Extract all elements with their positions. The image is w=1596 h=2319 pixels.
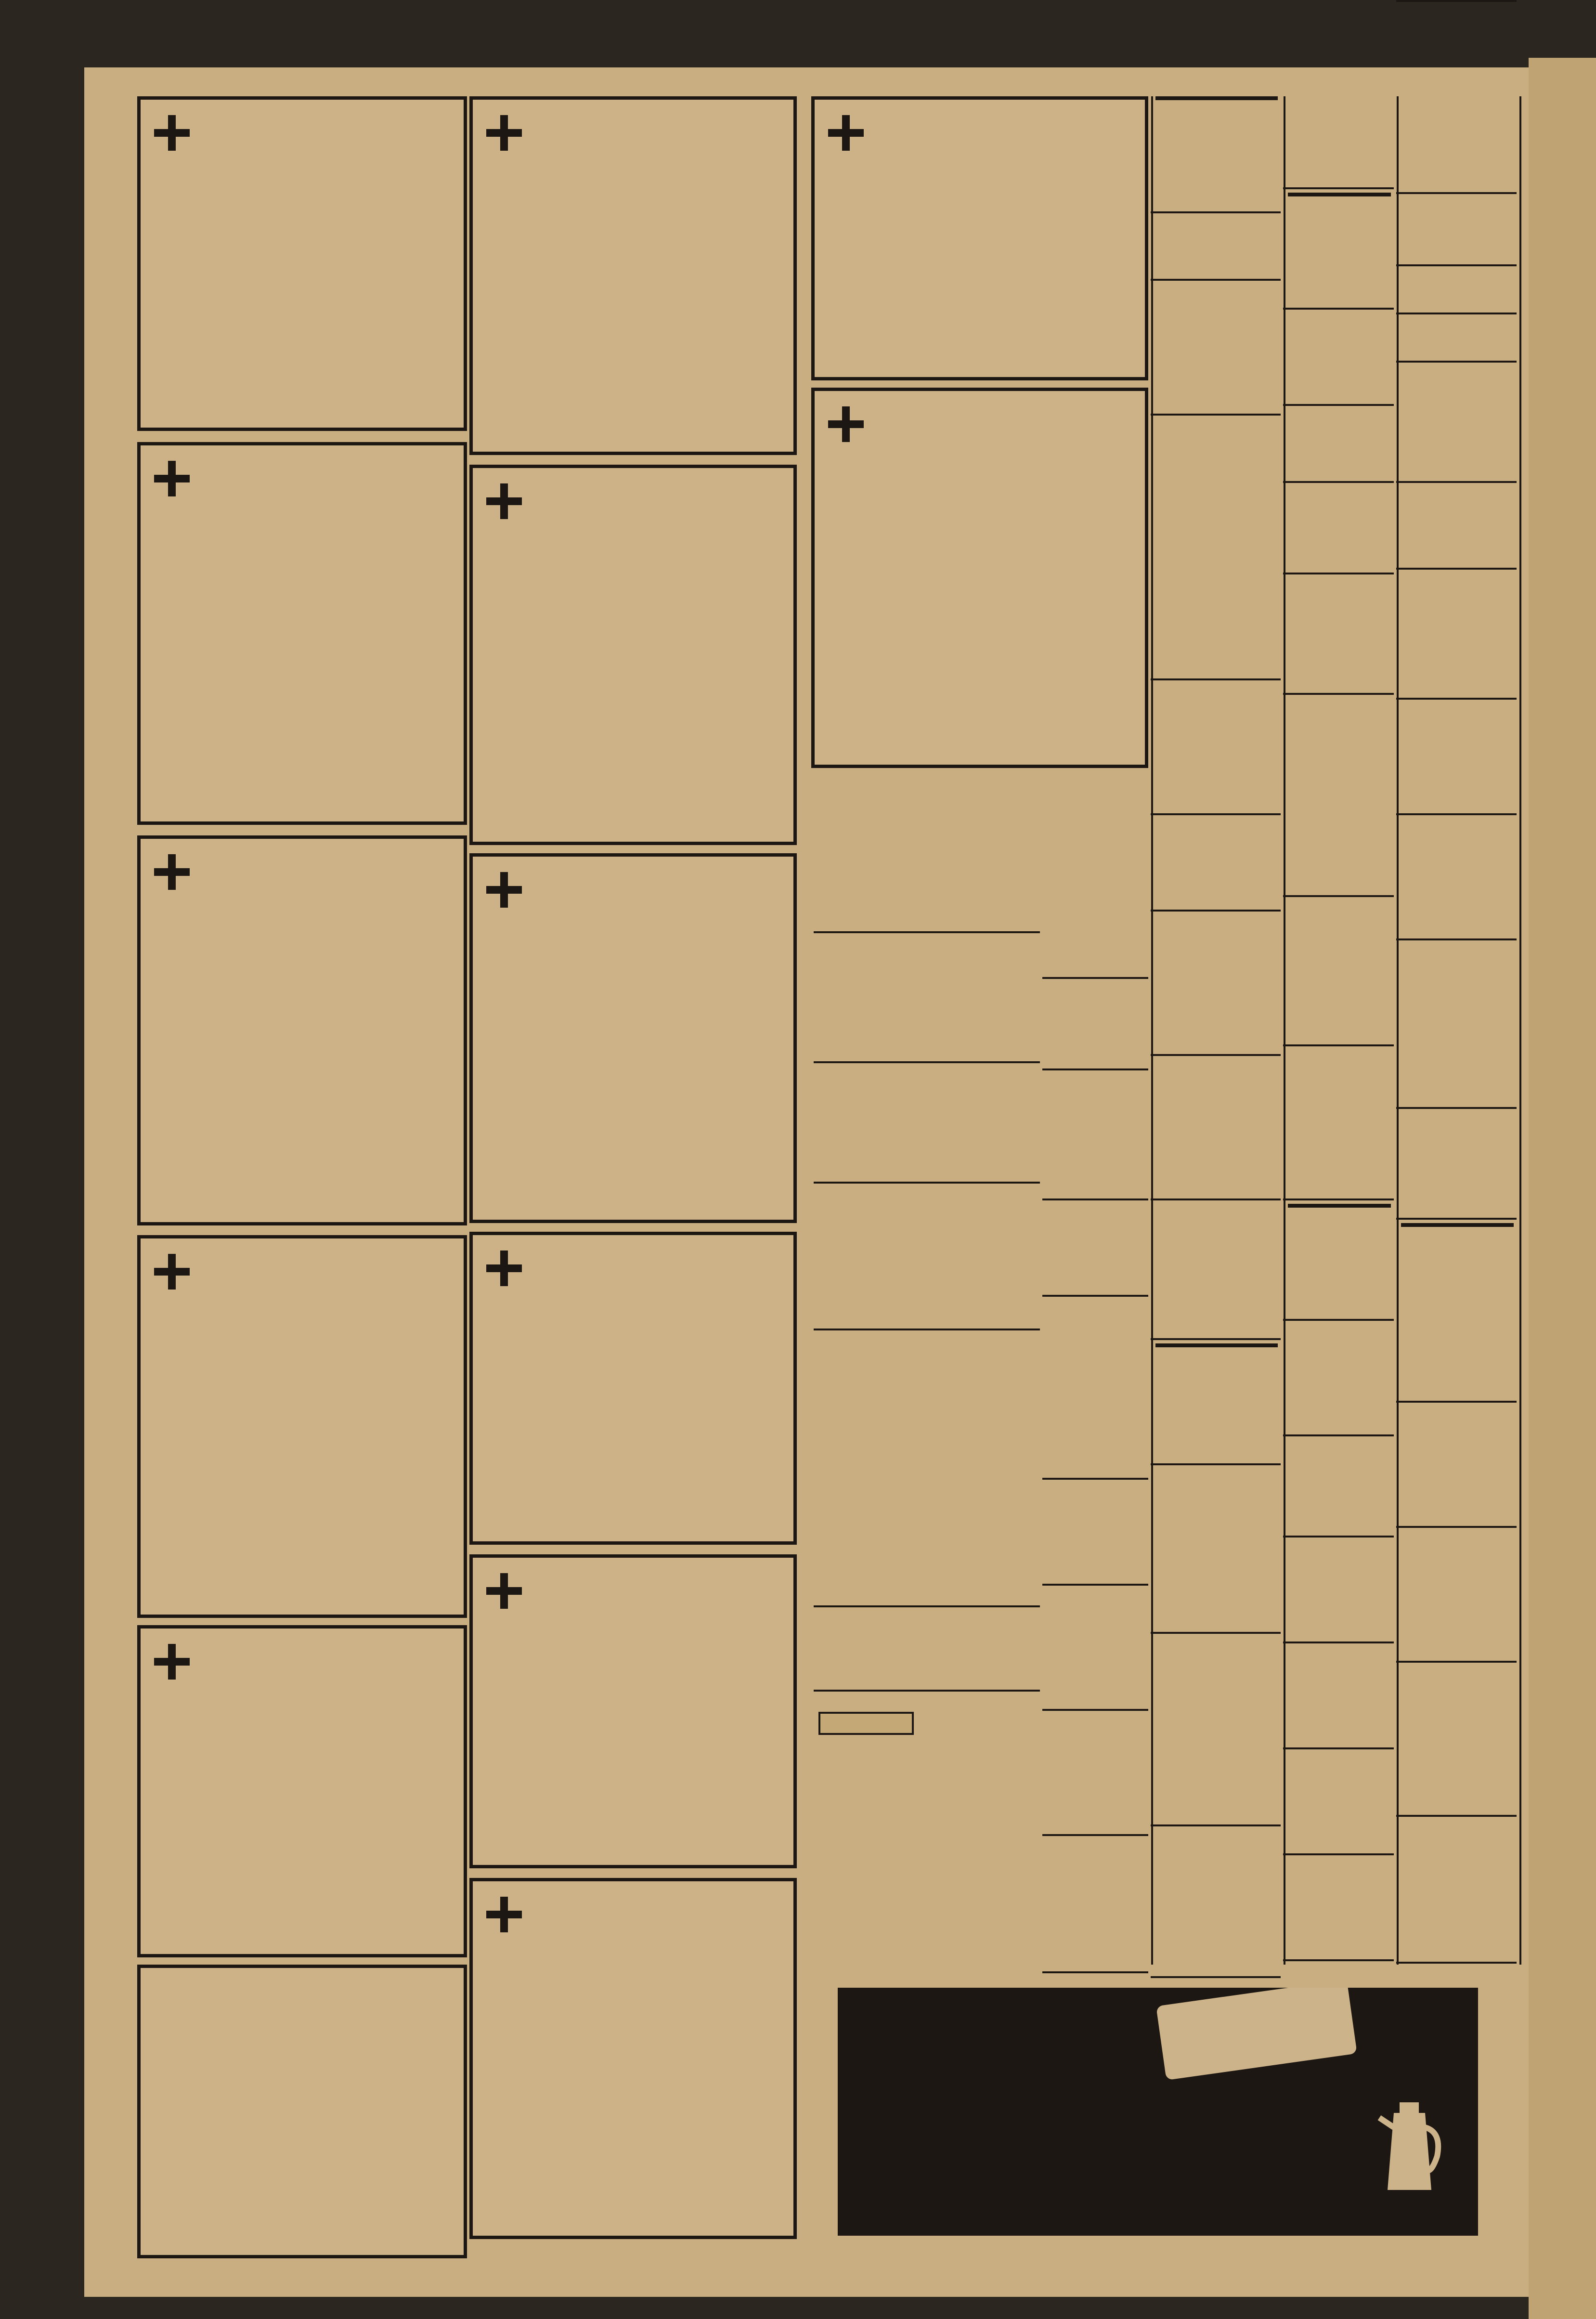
- rule: [1283, 1044, 1394, 1046]
- classified-ad: [1151, 1204, 1281, 1341]
- section-header: [1155, 96, 1278, 100]
- rule: [1151, 211, 1281, 213]
- rule: [1283, 404, 1394, 406]
- classified-ad: [1283, 1753, 1394, 1856]
- rule: [1396, 1526, 1517, 1528]
- rule: [1396, 698, 1517, 700]
- classified-ad: [1396, 96, 1517, 195]
- rule: [1151, 279, 1281, 281]
- obituary-danksagung: [137, 1965, 467, 2258]
- classified-ad: [814, 1606, 1040, 1688]
- classified-ad: [1042, 1714, 1148, 1837]
- classified-ad: [1151, 1637, 1281, 1827]
- classified-ad: [1042, 1204, 1148, 1298]
- classified-ad: [1042, 982, 1148, 1071]
- section-header: [818, 1712, 914, 1735]
- rule: [1042, 1295, 1148, 1297]
- classified-ad: [1396, 819, 1517, 941]
- classified-ad: [1042, 1300, 1148, 1481]
- column-rule: [1519, 96, 1521, 1965]
- classified-ad: [1151, 1830, 1281, 1979]
- rule: [1283, 187, 1394, 189]
- classified-ad: [1151, 217, 1281, 282]
- classified-ad: [1042, 775, 1148, 980]
- classified-ad: [1396, 1531, 1517, 1664]
- classified-ad: [1283, 900, 1394, 1047]
- iron-cross-icon: [154, 1254, 190, 1290]
- rule: [1151, 1199, 1281, 1200]
- obituary-kopp: [811, 96, 1148, 380]
- obituary-schieferstein: [469, 465, 797, 845]
- classified-ad: [1283, 1228, 1394, 1322]
- classified-ad: [1151, 284, 1281, 417]
- iron-cross-icon: [154, 115, 190, 151]
- rule: [1396, 264, 1517, 266]
- rule: [1283, 1536, 1394, 1537]
- iron-cross-icon: [486, 115, 522, 151]
- rule: [1042, 1709, 1148, 1711]
- classified-ad: [814, 1062, 1040, 1180]
- classified-ad: [1151, 419, 1281, 681]
- iron-cross-icon: [154, 1644, 190, 1680]
- rule: [1042, 1584, 1148, 1586]
- rule: [1042, 1478, 1148, 1480]
- classified-ad: [1151, 915, 1281, 1057]
- rule: [1396, 481, 1517, 483]
- classified-ad: [1042, 1074, 1148, 1201]
- obituary-parr: [137, 1625, 467, 1957]
- section-header: [1401, 1223, 1514, 1227]
- rule: [1283, 693, 1394, 695]
- classified-ad: [1396, 270, 1517, 315]
- classified-ad: [1283, 578, 1394, 696]
- rule: [1396, 192, 1517, 194]
- iron-cross-icon: [486, 483, 522, 519]
- classified-ad: [1283, 698, 1394, 898]
- obituary-rinn: [811, 388, 1148, 768]
- obituary-stark: [137, 1235, 467, 1618]
- rule: [1396, 1401, 1517, 1403]
- rule: [1151, 1976, 1281, 1978]
- section-header: [1155, 1343, 1278, 1347]
- rule: [1396, 568, 1517, 570]
- classified-ad: [1283, 313, 1394, 407]
- rule: [1042, 1834, 1148, 1836]
- rule: [1151, 910, 1281, 912]
- rule: [1283, 1642, 1394, 1643]
- rule: [1283, 895, 1394, 897]
- section-header: [1288, 193, 1391, 196]
- obituary-kessler: [137, 442, 467, 825]
- rule: [1151, 1463, 1281, 1465]
- classified-ad: [1283, 1859, 1394, 1962]
- classified-ad: [1396, 486, 1517, 571]
- classified-ad: [1151, 819, 1281, 912]
- rule: [1042, 1971, 1148, 1973]
- rule: [1396, 1962, 1517, 1964]
- kaisers-kaffee-ad: [838, 1988, 1478, 2236]
- rule: [1396, 1815, 1517, 1817]
- classified-ad: [1283, 217, 1394, 311]
- iron-cross-icon: [828, 406, 864, 442]
- rule: [1283, 1959, 1394, 1961]
- rule: [1283, 1853, 1394, 1855]
- coffee-pot-icon: [1375, 2098, 1444, 2200]
- classified-ad: [1151, 684, 1281, 816]
- classified-ad: [1042, 1839, 1148, 1974]
- iron-cross-icon: [486, 872, 522, 908]
- rule: [1396, 938, 1517, 940]
- classified-ad: [1151, 1059, 1281, 1201]
- rule: [1396, 313, 1517, 314]
- rule: [1396, 361, 1517, 363]
- classified-ad: [1151, 120, 1281, 214]
- classified-ad: [1283, 1440, 1394, 1538]
- obituary-waag: [137, 96, 467, 431]
- obituary-hausrath: [469, 1878, 797, 2239]
- classified-ad: [1283, 1050, 1394, 1201]
- classified-ad: [1396, 1247, 1517, 1404]
- classified-ad: [1396, 318, 1517, 364]
- classified-ad: [1283, 409, 1394, 484]
- next-page-edge: [1529, 58, 1596, 2319]
- rule: [1283, 573, 1394, 574]
- rule: [1283, 1434, 1394, 1436]
- rule: [814, 1690, 1040, 1692]
- classified-ad: [1042, 1589, 1148, 1712]
- rule: [1283, 308, 1394, 310]
- rule: [1042, 1068, 1148, 1070]
- iron-cross-icon: [154, 461, 190, 496]
- classified-ad: [1283, 1541, 1394, 1644]
- classified-ad: [1396, 366, 1517, 484]
- iron-cross-icon: [486, 1251, 522, 1286]
- classified-ad: [1396, 1820, 1517, 1965]
- iron-cross-icon: [486, 1573, 522, 1609]
- ad-badge: [1156, 1988, 1357, 2080]
- classified-ad: [814, 1182, 1040, 1327]
- iron-cross-icon: [486, 1897, 522, 1932]
- classified-ad: [1396, 573, 1517, 701]
- rule: [1283, 481, 1394, 483]
- obituary-stumpf: [469, 96, 797, 455]
- rule: [1283, 1199, 1394, 1200]
- rule: [1042, 1199, 1148, 1200]
- classified-ad: [1151, 1469, 1281, 1635]
- rule: [1151, 1338, 1281, 1340]
- obituary-mandler: [469, 853, 797, 1223]
- classified-ad: [1396, 944, 1517, 1110]
- rule: [1396, 813, 1517, 815]
- classified-ad: [1283, 1647, 1394, 1750]
- rule: [1151, 1632, 1281, 1634]
- rule: [1283, 1747, 1394, 1749]
- rule: [1151, 678, 1281, 680]
- classified-ad: [1396, 1406, 1517, 1529]
- classified-ad: [1396, 197, 1517, 267]
- iron-cross-icon: [154, 854, 190, 890]
- rule: [1151, 1054, 1281, 1056]
- classified-ad: [1042, 1483, 1148, 1587]
- rule: [1283, 1319, 1394, 1321]
- rule: [1396, 1661, 1517, 1663]
- rule: [1151, 1824, 1281, 1826]
- obituary-kirchmann: [137, 835, 467, 1225]
- section-header: [1288, 1204, 1391, 1208]
- rule: [1151, 414, 1281, 416]
- classified-ad: [1396, 1112, 1517, 1221]
- classified-ad: [814, 775, 1040, 929]
- obituary-dresbach: [469, 1554, 797, 1868]
- classified-ad: [1396, 703, 1517, 816]
- rule: [1042, 977, 1148, 979]
- iron-cross-icon: [828, 115, 864, 151]
- rule: [1396, 1107, 1517, 1109]
- rule: [1151, 813, 1281, 815]
- rule: [1396, 0, 1517, 2]
- classified-ad: [1151, 1368, 1281, 1466]
- obituary-fritz: [469, 1232, 797, 1545]
- classified-ad: [814, 932, 1040, 1059]
- rule: [1396, 1218, 1517, 1220]
- classified-ad: [1283, 96, 1394, 190]
- classified-ad: [1283, 1324, 1394, 1437]
- classified-ad: [1396, 1666, 1517, 1818]
- classified-ad: [1283, 486, 1394, 575]
- classified-ad: [814, 1329, 1040, 1603]
